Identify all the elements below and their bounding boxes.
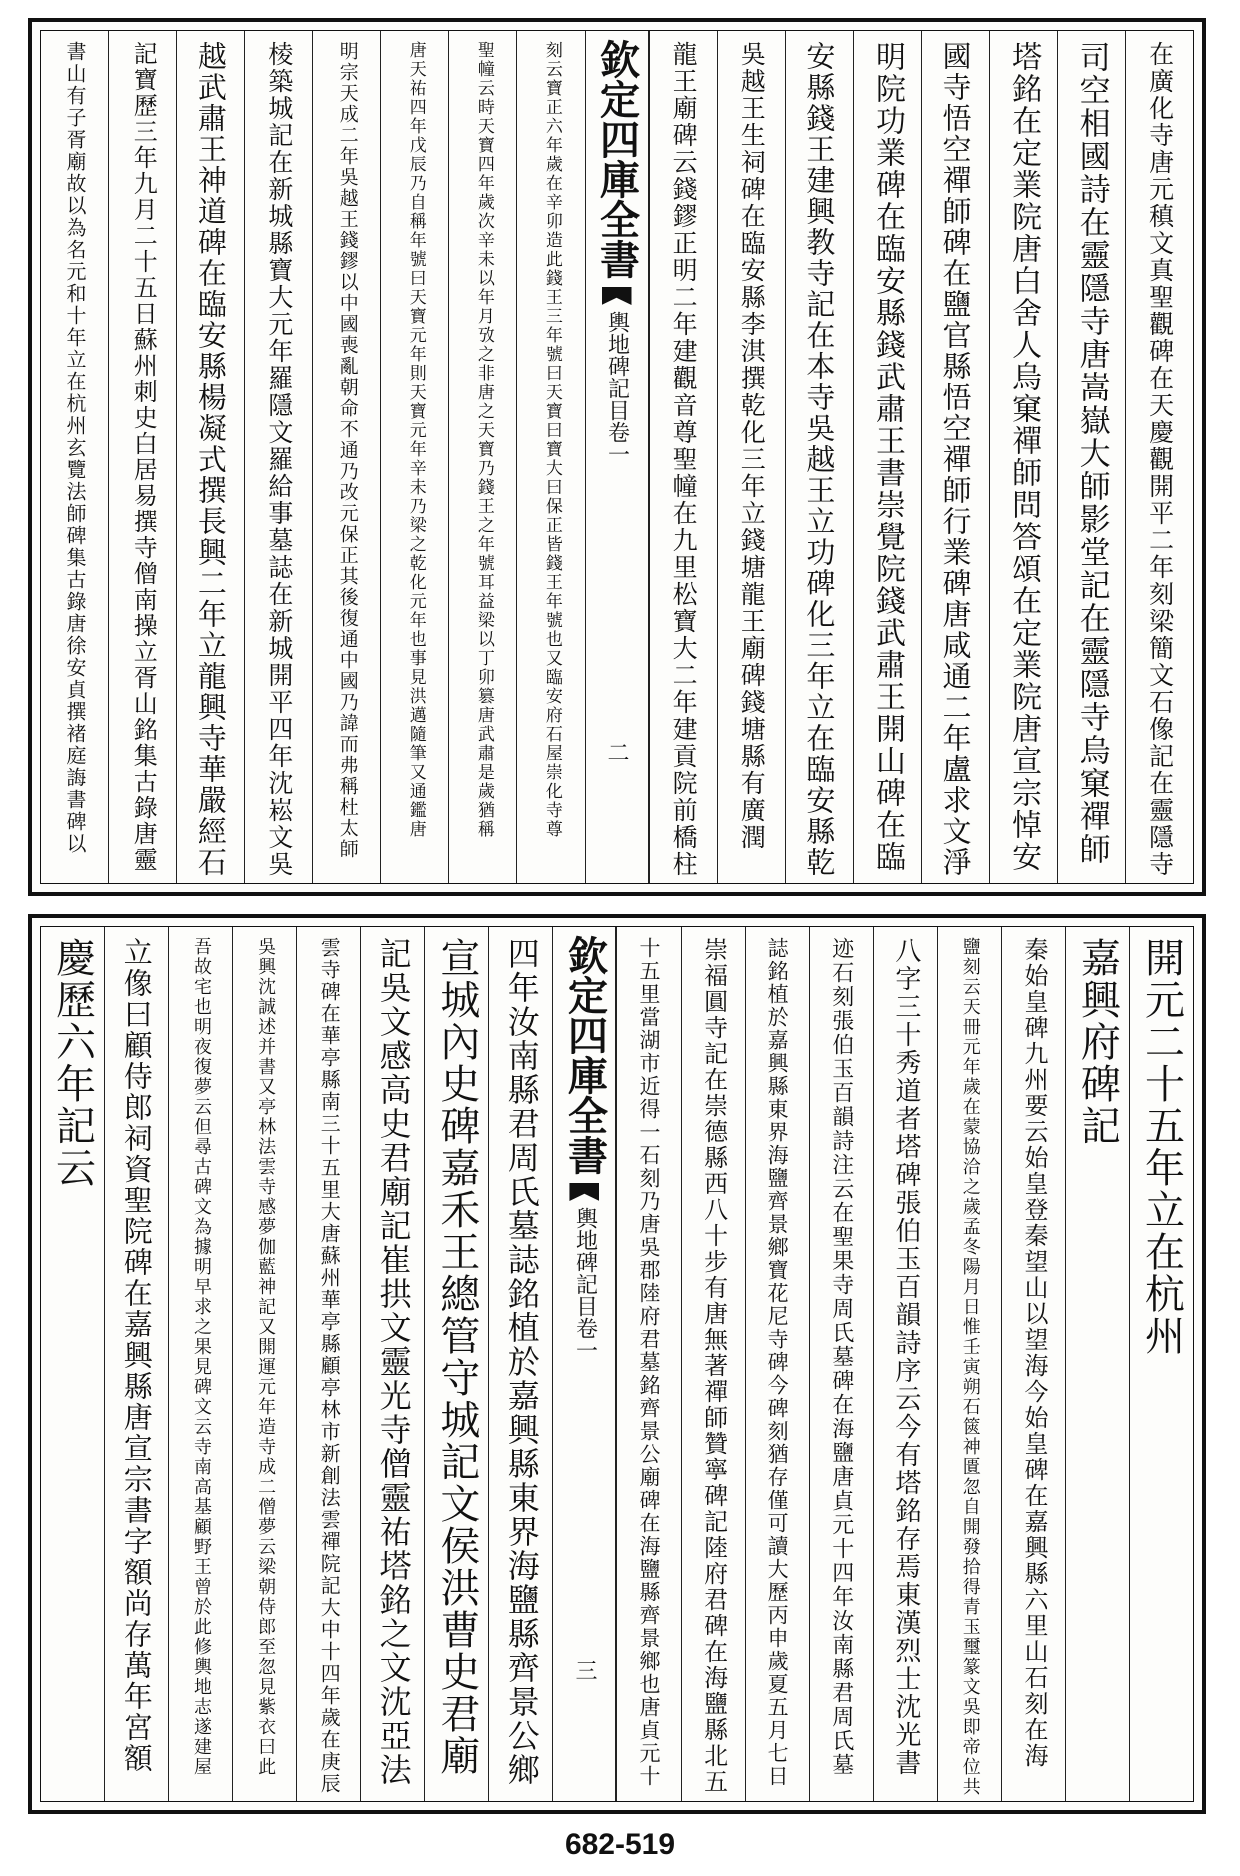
text-column [232, 927, 296, 1801]
text-column [360, 927, 424, 1801]
column-text: 宣城內史碑嘉禾王總管守城記文侯洪曹史君廟 [433, 937, 480, 1777]
column-text: 立像曰顧侍郎祠資聖院碑在嘉興縣唐宣宗書字額尚存萬年宮額 [119, 937, 154, 1774]
column-text: 秦始皇碑九州要云始皇登秦望山以望海今始皇碑在嘉興縣六里山石刻在海 [1019, 937, 1048, 1769]
text-column [296, 927, 360, 1801]
column-text: 書山有子胥廟故以為名元和十年立在杭州玄覽法師碑集古錄唐徐安貞撰褚庭誨書碑以 [63, 41, 88, 855]
fish-tail-mark-icon [569, 1183, 599, 1201]
column-text: 四年汝南縣君周氏墓誌銘植於嘉興縣東界海鹽縣齊景公鄉 [502, 937, 541, 1787]
column-text: 明院功業碑在臨安縣錢武肅王書崇覺院錢武肅王開山碑在臨 [869, 41, 905, 873]
column-text: 明宗天成二年吳越王錢鏐以中國喪亂朝命不通乃改元保正其後復通中國乃諱而弗稱杜太師 [336, 41, 359, 860]
text-column [1057, 31, 1125, 883]
text-column [745, 927, 809, 1801]
text-column [1125, 31, 1193, 883]
text-column [104, 927, 168, 1801]
leaf-number: 二 [604, 741, 629, 763]
text-column [1001, 927, 1065, 1801]
column-text: 在廣化寺唐元稹文真聖觀碑在天慶觀開平二年刻梁簡文石像記在靈隱寺 [1145, 41, 1175, 878]
column-text: 誌銘植於嘉興縣東界海鹽齊景鄉寶花尼寺碑今碑刻猶存僅可讀大歷丙申歲夏五月七日 [765, 937, 790, 1788]
column-text: 開元二十五年立在杭州 [1138, 937, 1185, 1357]
column-text: 迹石刻張伯玉百韻詩注云在聖果寺周氏墓碑在海鹽唐貞元十四年汝南縣君周氏墓 [828, 937, 854, 1777]
column-text: 國寺悟空禪師碑在鹽官縣悟空禪師行業碑唐咸通二年盧求文淨 [938, 41, 973, 878]
column-text: 吳越王生祠碑在臨安縣李淇撰乾化三年立錢塘龍王廟碑錢塘縣有廣潤 [737, 41, 767, 851]
column-text: 吾故宅也明夜復夢云但尋古碑文為據明早求之果見碑文云寺南高基顧野王曾於此修輿地志遂建屋 [191, 937, 213, 1777]
book-title: 輿地碑記目 [604, 311, 630, 421]
fish-tail-mark-icon [602, 287, 632, 305]
book-title: 輿地碑記目 [572, 1207, 598, 1317]
center-gutter [552, 927, 616, 1801]
library-title: 欽定四庫全書 [593, 39, 641, 279]
column-text: 塔銘在定業院唐白舍人烏窠禪師問答頌在定業院唐宣宗悼安 [1006, 41, 1042, 873]
text-column [488, 927, 552, 1801]
text-column [424, 927, 488, 1801]
column-text: 崇福圓寺記在崇德縣西八十步有唐無著禪師贊寧碑記陸府君碑在海鹽縣北五 [699, 937, 728, 1795]
leaf-number: 三 [571, 1659, 597, 1681]
text-column [989, 31, 1057, 883]
column-text: 慶歷六年記云 [49, 937, 96, 1189]
text-column [312, 31, 380, 883]
text-column [244, 31, 312, 883]
text-column [809, 927, 873, 1801]
top-page [28, 18, 1206, 896]
text-column [108, 31, 176, 883]
text-column [380, 31, 448, 883]
bottom-page-text-frame [40, 926, 1194, 1802]
column-text: 安縣錢王建興教寺記在本寺吳越王立功碑化三年立在臨安縣乾 [802, 41, 837, 878]
column-text: 十五里當湖市近得一石刻乃唐吳郡陸府君墓銘齊景公廟碑在海鹽縣齊景鄉也唐貞元十 [636, 937, 661, 1788]
text-column [448, 31, 516, 883]
column-text: 吳興沈誠述并書又亭林法雲寺感夢伽藍神記又開運元年造寺成二僧夢云梁朝侍郎至忽見紫衣曰此 [255, 937, 277, 1777]
column-text: 聖幢云時天寶四年歲次辛未以年月攷之非唐之天寶乃錢王之年號耳益梁以丁卯篡唐武肅是歲猶稱 [473, 41, 494, 839]
column-text: 鹽刻云天冊元年歲在蒙協洽之歲孟冬陽月日惟壬寅朔石篋神匱忽自開發拾得青玉璽篆文吳即帝位共 [959, 937, 981, 1797]
column-text: 唐天祐四年戊辰乃自稱年號曰天寶元年則天寶元年辛未乃梁之乾化元年也事見洪邁隨筆又通鑑唐 [405, 41, 426, 839]
text-column [41, 927, 104, 1801]
text-column [1129, 927, 1193, 1801]
text-column [41, 31, 108, 883]
volume-label: 卷一 [572, 1317, 598, 1361]
column-text: 龍王廟碑云錢鏐正明二年建觀音尊聖幢在九里松寶大二年建貢院前橋柱 [669, 41, 699, 878]
column-text: 記寶歷三年九月二十五日蘇州刺史白居易撰寺僧南操立胥山銘集古錄唐靈 [129, 41, 158, 873]
text-column [853, 31, 921, 883]
text-column [649, 31, 717, 883]
text-column [1065, 927, 1129, 1801]
column-text: 嘉興府碑記 [1074, 937, 1121, 1147]
text-column [616, 927, 680, 1801]
text-column [785, 31, 853, 883]
column-text: 越武肅王神道碑在臨安縣楊凝式撰長興二年立龍興寺華嚴經石 [193, 41, 228, 878]
text-column [176, 31, 244, 883]
volume-label: 卷一 [604, 421, 630, 465]
column-text: 記吳文感高史君廟記崔拱文靈光寺僧靈祐塔銘之文沈亞法 [374, 937, 413, 1787]
text-column [873, 927, 937, 1801]
column-text: 刻云寶正六年歲在辛卯造此錢王三年號曰天寶曰寶大曰保正皆錢王年號也又臨安府石屋崇化寺尊 [541, 41, 562, 839]
text-column [937, 927, 1001, 1801]
column-text: 八字三十秀道者塔碑張伯玉百韻詩序云今有塔銘存焉東漢烈士沈光書 [890, 937, 921, 1777]
text-column [516, 31, 584, 883]
library-title: 欽定四庫全書 [561, 935, 609, 1175]
text-column [717, 31, 785, 883]
text-column [921, 31, 989, 883]
column-text: 司空相國詩在靈隱寺唐嵩嶽大師影堂記在靈隱寺烏窠禪師 [1073, 41, 1110, 866]
column-text: 雲寺碑在華亭縣南三十五里大唐蘇州華亭縣顧亭林市新創法雲禪院記大中十四年歲在庚辰 [317, 937, 342, 1795]
page-footer-number: 682-519 [564, 1828, 676, 1861]
top-page-text-frame [40, 30, 1194, 884]
bottom-page [28, 914, 1206, 1814]
text-column [681, 927, 745, 1801]
column-text: 棱築城記在新城縣寶大元年羅隱文羅給事墓誌在新城開平四年沈崧文吳 [264, 41, 294, 878]
center-gutter [585, 31, 649, 883]
text-column [168, 927, 232, 1801]
